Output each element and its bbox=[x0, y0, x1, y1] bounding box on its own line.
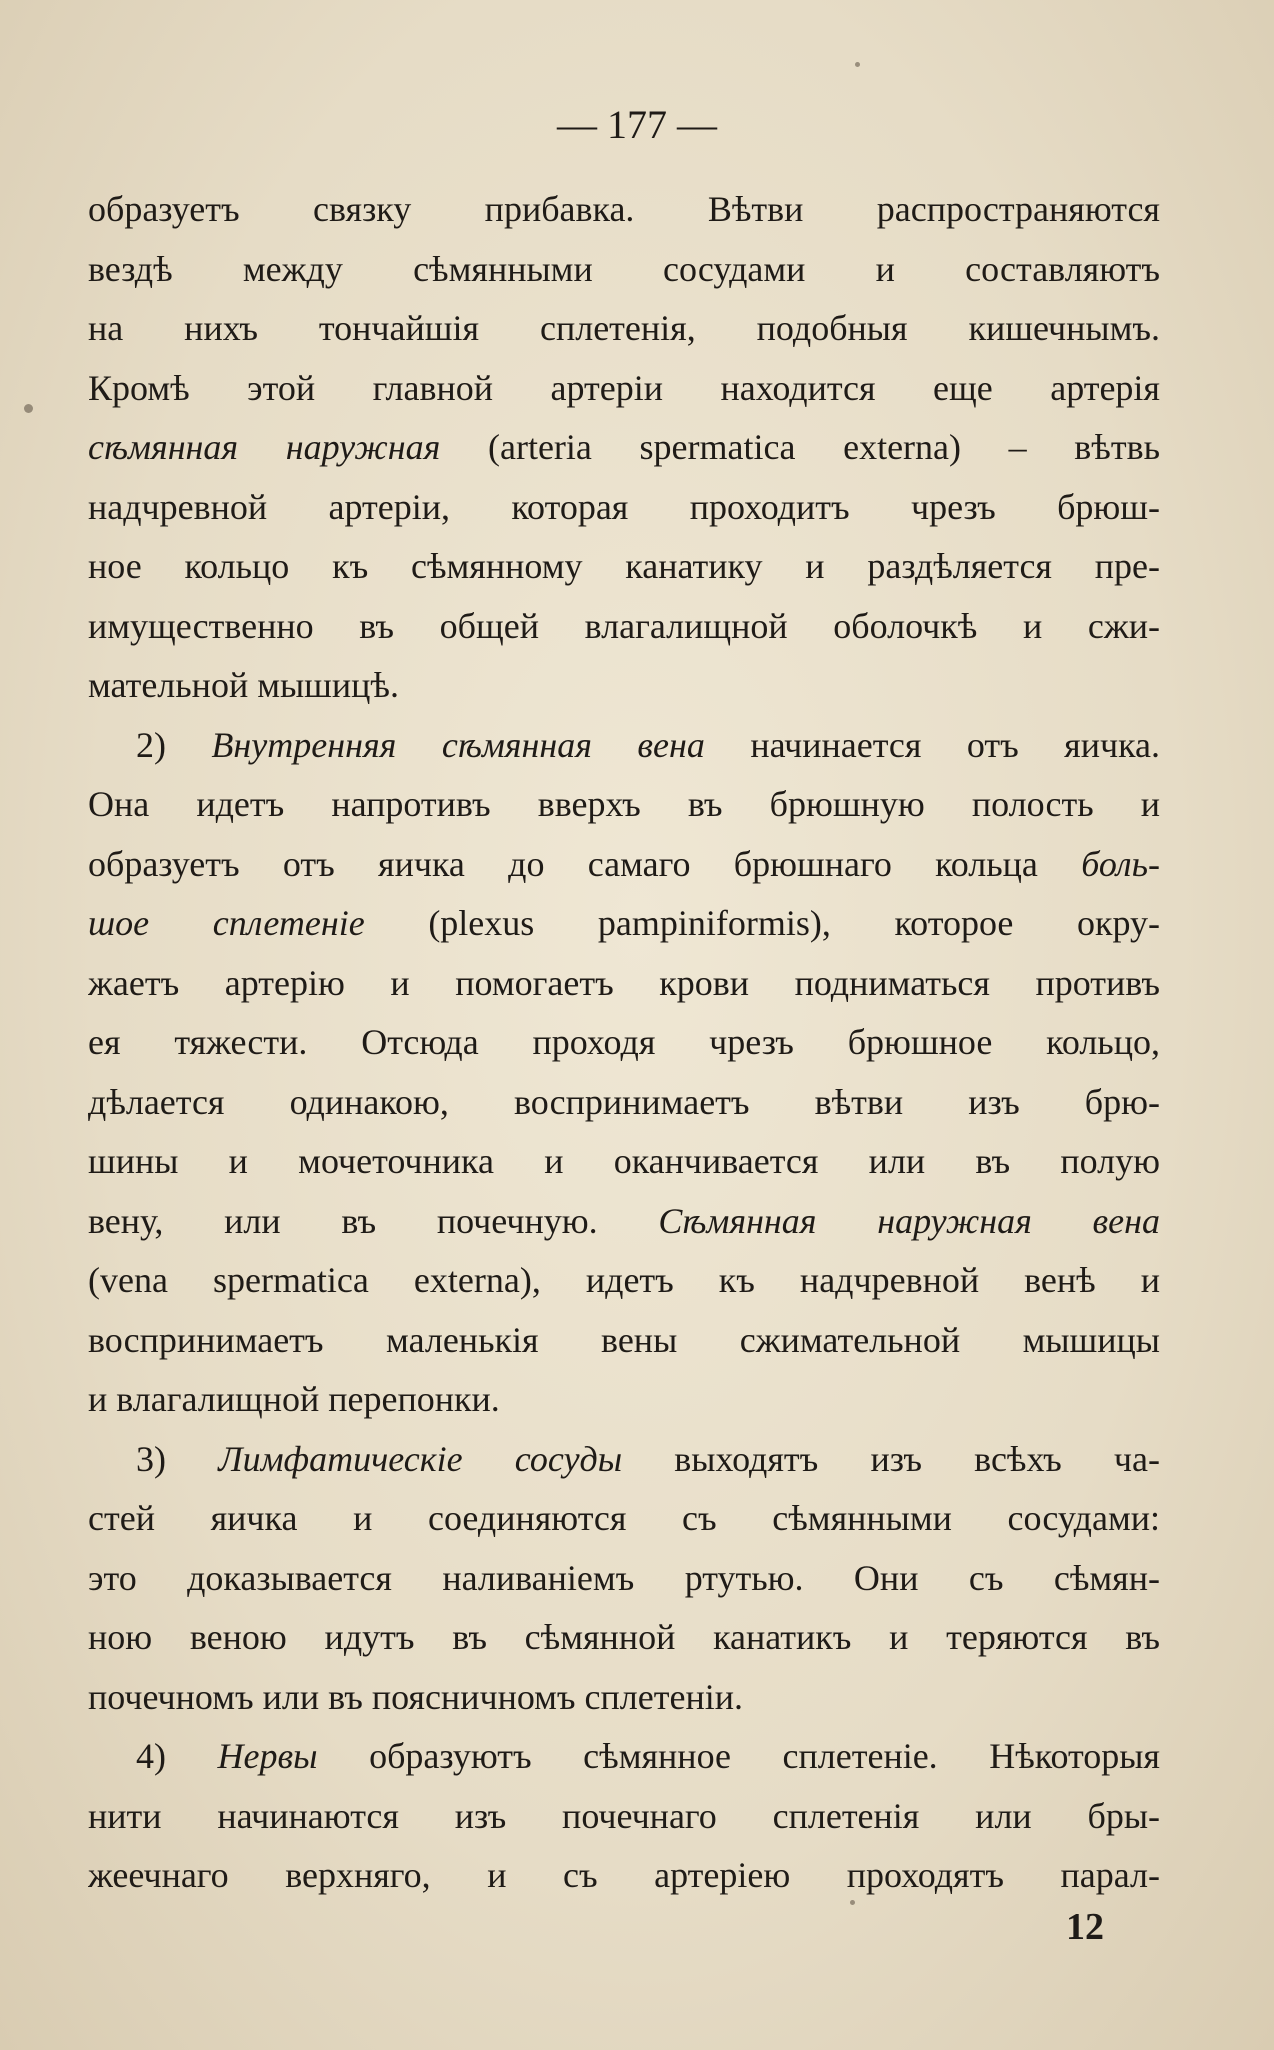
text-run: выходятъ изъ всѣхъ ча- bbox=[622, 1438, 1160, 1479]
text-run: на нихъ тончайшія сплетенія, подобныя кишечнымъ. bbox=[88, 308, 1160, 348]
text-line bbox=[88, 1073, 1160, 1133]
body-text bbox=[88, 180, 1160, 1906]
italic-term: боль- bbox=[1081, 843, 1160, 884]
text-run: 3) bbox=[136, 1438, 219, 1479]
text-run: нити начинаются изъ почечнаго сплетенія или бры- bbox=[88, 1795, 1160, 1836]
italic-term: Нервы bbox=[217, 1736, 318, 1776]
text-run: мательной мышицѣ. bbox=[88, 665, 399, 705]
signature-mark: 12 bbox=[1066, 1906, 1104, 1948]
text-line bbox=[88, 1668, 1160, 1728]
text-run: образуютъ сѣмянное сплетеніе. Нѣкоторыя bbox=[317, 1736, 1160, 1776]
text-line bbox=[88, 1013, 1160, 1073]
text-line bbox=[88, 1132, 1160, 1192]
text-line bbox=[88, 894, 1160, 954]
text-line bbox=[88, 1846, 1160, 1906]
text-line bbox=[88, 299, 1160, 359]
text-run: ное кольцо къ сѣмянному канатику и раздѣляется пре- bbox=[88, 546, 1160, 586]
page-number: — 177 — bbox=[557, 102, 717, 147]
text-run: 2) bbox=[136, 724, 212, 765]
italic-term: сѣмянная наружная bbox=[88, 427, 441, 467]
text-line bbox=[88, 478, 1160, 538]
text-run: Кромѣ этой главной артеріи находится еще артерія bbox=[88, 367, 1160, 408]
text-line bbox=[88, 775, 1160, 835]
text-line bbox=[88, 418, 1160, 478]
text-line bbox=[88, 597, 1160, 657]
text-run: начинается отъ яичка. bbox=[704, 724, 1160, 765]
text-line bbox=[88, 716, 1160, 776]
text-run: жеечнаго верхняго, и съ артеріею проходятъ парал- bbox=[88, 1855, 1160, 1895]
text-line bbox=[88, 1370, 1160, 1430]
paper-speck bbox=[24, 404, 33, 413]
text-run: образуетъ отъ яичка до самаго брюшнаго кольца bbox=[88, 843, 1082, 884]
text-line bbox=[88, 180, 1160, 240]
text-run: это доказывается наливаніемъ ртутью. Они съ сѣмян- bbox=[88, 1557, 1160, 1598]
italic-term: Внутренняя сѣмянная вена bbox=[211, 724, 705, 765]
text-run: образуетъ связку прибавка. Вѣтви распространяются bbox=[88, 189, 1160, 229]
text-line bbox=[88, 1192, 1160, 1252]
italic-term: шое сплетеніе bbox=[88, 903, 365, 943]
text-line bbox=[88, 359, 1160, 419]
text-run: вену, или въ почечную. bbox=[88, 1200, 659, 1241]
text-run: (vena spermatica externa), идетъ къ надчревной венѣ и bbox=[88, 1260, 1160, 1300]
text-line bbox=[88, 537, 1160, 597]
text-run: дѣлается одинакою, воспринимаетъ вѣтви изъ брю- bbox=[88, 1081, 1160, 1122]
text-run: воспринимаетъ маленькія вены сжимательной мышицы bbox=[88, 1319, 1160, 1360]
text-run: Она идетъ напротивъ вверхъ въ брюшную полость и bbox=[88, 784, 1160, 824]
text-run: ною веною идутъ въ сѣмянной канатикъ и теряются въ bbox=[88, 1617, 1160, 1657]
italic-term: Сѣмянная наружная вена bbox=[658, 1200, 1160, 1241]
text-run: вездѣ между сѣмянными сосудами и составляютъ bbox=[88, 248, 1160, 289]
text-line bbox=[88, 1489, 1160, 1549]
text-line bbox=[88, 1727, 1160, 1787]
text-run: почечномъ или въ поясничномъ сплетеніи. bbox=[88, 1676, 743, 1717]
text-run: (plexus pampiniformis), которое окру- bbox=[364, 903, 1160, 943]
text-run: 4) bbox=[136, 1736, 218, 1776]
text-line bbox=[88, 240, 1160, 300]
text-run: стей яичка и соединяются съ сѣмянными сосудами: bbox=[88, 1498, 1160, 1538]
paper-speck bbox=[855, 62, 860, 67]
text-line bbox=[88, 954, 1160, 1014]
text-run: (arteria spermatica externa) – вѣтвь bbox=[440, 427, 1160, 467]
text-line bbox=[88, 1608, 1160, 1668]
text-run: надчревной артеріи, которая проходитъ чрезъ брюш- bbox=[88, 486, 1160, 527]
text-line bbox=[88, 1251, 1160, 1311]
text-line bbox=[88, 1787, 1160, 1847]
paper-speck bbox=[850, 1900, 855, 1905]
text-line bbox=[88, 835, 1160, 895]
text-line bbox=[88, 656, 1160, 716]
text-run: шины и мочеточника и оканчивается или въ полую bbox=[88, 1141, 1160, 1181]
text-line bbox=[88, 1311, 1160, 1371]
italic-term: Лимфатическіе сосуды bbox=[218, 1438, 623, 1479]
text-run: ея тяжести. Отсюда проходя чрезъ брюшное кольцо, bbox=[88, 1022, 1160, 1062]
text-line bbox=[88, 1430, 1160, 1490]
text-run: имущественно въ общей влагалищной оболочкѣ и сжи- bbox=[88, 605, 1160, 646]
text-run: и влагалищной перепонки. bbox=[88, 1379, 500, 1419]
text-line bbox=[88, 1549, 1160, 1609]
text-run: жаетъ артерію и помогаетъ крови подниматься противъ bbox=[88, 962, 1160, 1003]
